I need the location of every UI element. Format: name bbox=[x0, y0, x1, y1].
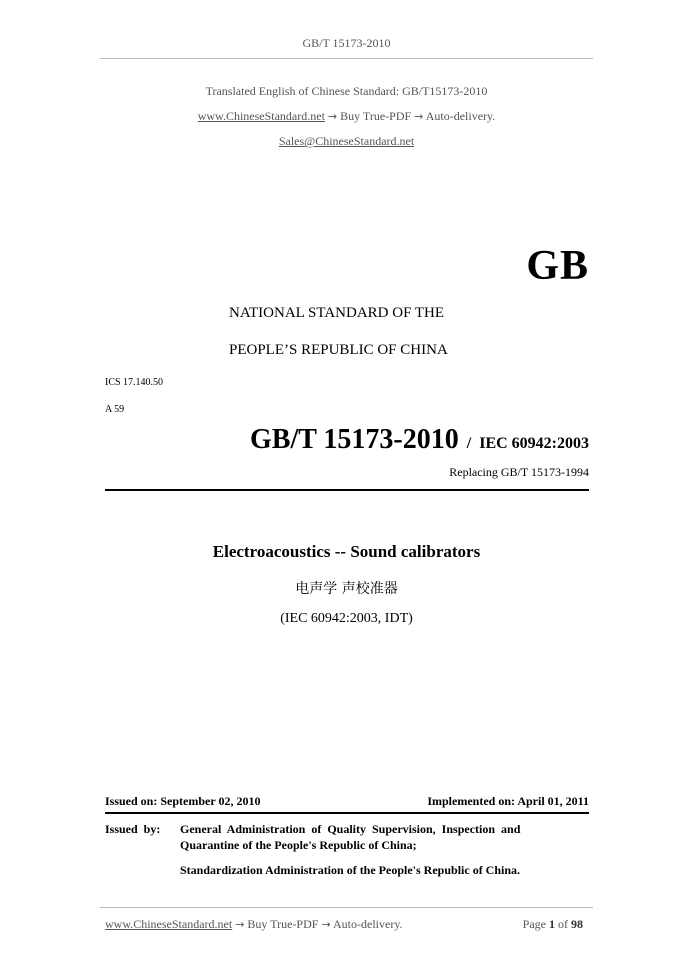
issuer-line2: Quarantine of the People's Republic of China; bbox=[180, 838, 417, 852]
running-header: GB/T 15173-2010 bbox=[302, 36, 391, 50]
issuer-line3: Standardization Administration of the People's Republic of China. bbox=[180, 863, 521, 877]
ics-code: ICS 17.140.50 bbox=[105, 377, 164, 388]
iec-number: IEC 60942:2003 bbox=[479, 435, 589, 452]
arrow-right-icon: → bbox=[327, 110, 338, 123]
bottom-divider bbox=[105, 812, 589, 814]
replacing-note: Replacing GB/T 15173-1994 bbox=[449, 465, 589, 479]
implemented-date: Implemented on: April 01, 2011 bbox=[427, 794, 589, 808]
page-label: Page bbox=[522, 917, 546, 931]
national-standard-line1: NATIONAL STANDARD OF THE bbox=[229, 305, 445, 321]
issued-by-label: Issued by: bbox=[105, 822, 161, 836]
national-standard-line2: PEOPLE’S REPUBLIC OF CHINA bbox=[229, 342, 448, 358]
page-indicator bbox=[523, 917, 583, 932]
sales-email-line bbox=[0, 134, 693, 149]
site-link[interactable]: www.ChineseStandard.net bbox=[197, 109, 325, 123]
top-divider bbox=[105, 489, 589, 491]
issuer-line1: General Administration of Quality Supervision, Inspection and bbox=[180, 822, 521, 836]
footer-site-link[interactable]: www.ChineseStandard.net bbox=[105, 917, 233, 931]
auto-delivery-text: Auto-delivery. bbox=[425, 109, 496, 123]
english-title: Electroacoustics -- Sound calibrators bbox=[212, 542, 481, 561]
gbt-number: GB/T 15173-2010 bbox=[250, 424, 459, 455]
header-divider bbox=[100, 58, 593, 59]
arrow-right-icon: → bbox=[321, 918, 331, 931]
ccs-code: A 59 bbox=[105, 404, 125, 415]
issued-date: Issued on: September 02, 2010 bbox=[105, 794, 261, 808]
translation-note: Translated English of Chinese Standard: GB/T15173-2010 bbox=[205, 84, 488, 98]
arrow-right-icon: → bbox=[235, 918, 245, 931]
footer-purchase-line bbox=[105, 917, 403, 932]
chinese-title: 电声学 声校准器 bbox=[295, 581, 398, 597]
gb-logo: GB bbox=[526, 243, 589, 289]
footer-auto-delivery-text: Auto-delivery. bbox=[333, 917, 403, 931]
arrow-right-icon: → bbox=[414, 110, 424, 123]
page-total: 98 bbox=[571, 917, 583, 931]
separator: / bbox=[466, 435, 472, 452]
purchase-line bbox=[0, 109, 693, 124]
buy-pdf-text: Buy True-PDF bbox=[340, 109, 412, 123]
footer-divider bbox=[100, 907, 593, 908]
page-number: 1 bbox=[549, 917, 555, 931]
standard-number bbox=[250, 424, 589, 456]
sales-email-link[interactable]: Sales@ChineseStandard.net bbox=[278, 134, 415, 148]
equivalence-note: (IEC 60942:2003, IDT) bbox=[280, 611, 413, 626]
of-label: of bbox=[558, 917, 568, 931]
footer-buy-pdf-text: Buy True-PDF bbox=[247, 917, 319, 931]
